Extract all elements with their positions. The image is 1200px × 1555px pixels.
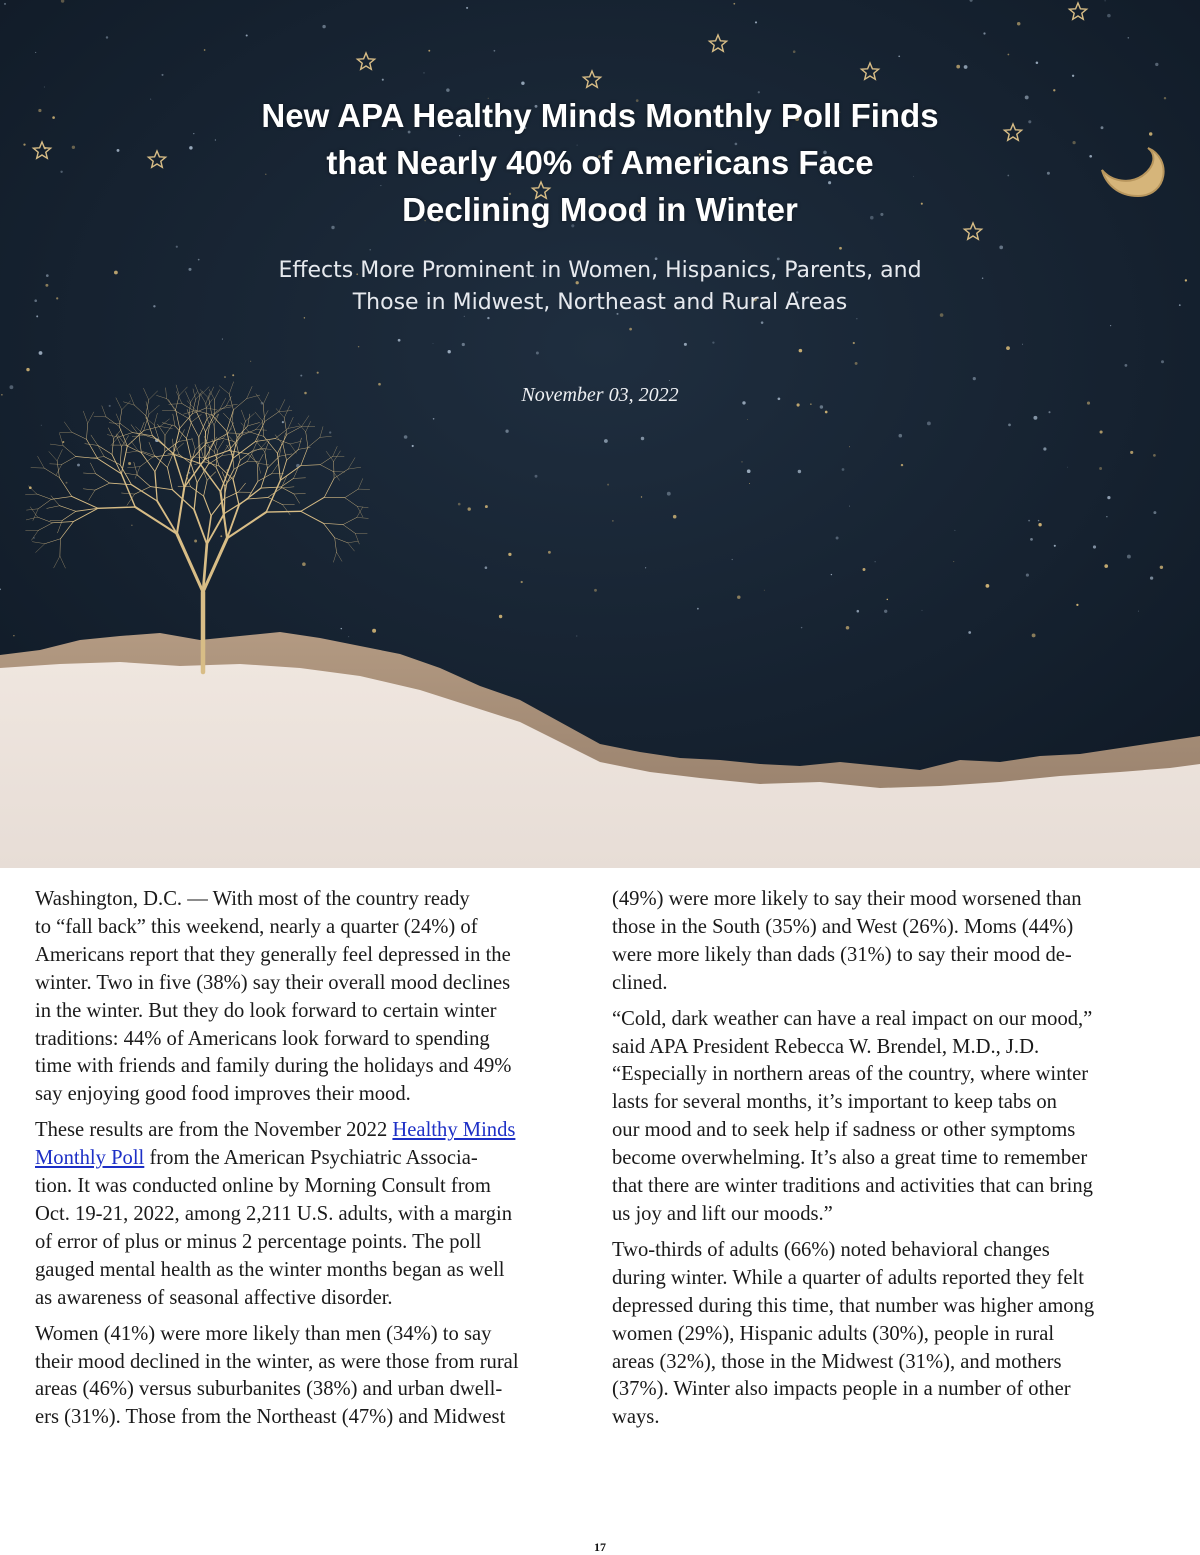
star-dot bbox=[535, 475, 538, 478]
article-paragraph: Two-thirds of adults (66%) noted behavioral changes during winter. While a quarter of adults reported they felt depressed during this time, that number was higher among women (29%), Hispanic adults (30%), people in rural areas (32%), those in the Midwest (31%), and mothers (37%). Winter also impacts people in a number of other ways. bbox=[612, 1237, 1172, 1432]
star-dot bbox=[13, 635, 14, 636]
star-dot bbox=[41, 425, 42, 426]
star-dot bbox=[836, 537, 839, 540]
star-dot bbox=[72, 146, 75, 149]
star-dot bbox=[1053, 89, 1055, 91]
star-dot bbox=[433, 418, 435, 420]
star-dot bbox=[1179, 304, 1181, 306]
article-paragraph: “Cold, dark weather can have a real impact on our mood,” said APA President Rebecca W. Brendel, M.D., J.D. “Especially in northern areas of the country, where winter lasts for several months, it’s important to keep tabs on our mood and to seek help if sadness or other symptoms become overwhelming. It’s also a great time to remember that there are winter traditions and activities that can bring us joy and lift our moods.” bbox=[612, 1006, 1172, 1229]
star-dot bbox=[953, 561, 954, 562]
star-dot bbox=[1130, 451, 1133, 454]
star-dot bbox=[282, 421, 284, 423]
star-dot bbox=[629, 328, 632, 331]
star-dot bbox=[810, 403, 811, 404]
star-dot bbox=[857, 610, 860, 613]
star-dot bbox=[641, 496, 642, 497]
star-dot bbox=[1107, 496, 1110, 499]
star-dot bbox=[1017, 22, 1020, 25]
star-dot bbox=[801, 627, 802, 628]
star-dot bbox=[1155, 63, 1158, 66]
star-dot bbox=[1, 394, 3, 396]
star-dot bbox=[755, 21, 757, 23]
star-dot bbox=[250, 361, 251, 362]
paragraph-text: These results are from the November 2022 bbox=[35, 1119, 392, 1141]
star-dot bbox=[899, 434, 903, 438]
article-paragraph: Washington, D.C. — With most of the country ready to “fall back” this weekend, nearly a quarter (24%) of Americans report that they generally feel depressed in the winter. Two in five (38%) say their overall mood declines in the winter. But they do look forward to certain winter traditions: 44% of Americans look forward to spending time with friends and family during the holidays and 49% say enjoying good food improves their mood. bbox=[35, 886, 595, 1109]
star-dot bbox=[1022, 344, 1023, 345]
star-dot bbox=[964, 65, 968, 69]
star-dot bbox=[863, 568, 866, 571]
star-dot bbox=[956, 65, 960, 69]
star-dot bbox=[26, 368, 29, 371]
star-dot bbox=[222, 339, 223, 340]
page-subtitle bbox=[150, 255, 1050, 319]
star-dot bbox=[825, 411, 828, 414]
star-dot bbox=[1127, 555, 1131, 559]
star-dot bbox=[1104, 0, 1105, 1]
star-dot bbox=[412, 445, 414, 447]
star-dot bbox=[204, 49, 206, 51]
star-dot bbox=[39, 351, 43, 355]
star-dot bbox=[220, 535, 222, 537]
star-dot bbox=[45, 284, 48, 287]
star-dot bbox=[46, 274, 49, 277]
star-dot bbox=[839, 247, 842, 250]
star-dot bbox=[36, 315, 38, 317]
star-dot bbox=[404, 435, 408, 439]
star-dot bbox=[669, 380, 670, 381]
star-dot bbox=[898, 55, 900, 57]
star-dot bbox=[641, 437, 644, 440]
star-dot bbox=[761, 321, 764, 324]
star-dot bbox=[954, 530, 955, 531]
star-dot bbox=[1104, 564, 1108, 568]
star-dot bbox=[1106, 516, 1107, 517]
star-dot bbox=[1125, 364, 1128, 367]
star-dot bbox=[505, 430, 508, 433]
star-dot bbox=[485, 566, 488, 569]
star-dot bbox=[322, 25, 325, 28]
star-dot bbox=[304, 392, 307, 395]
star-dot bbox=[576, 635, 577, 636]
star-dot bbox=[4, 3, 6, 5]
star-dot bbox=[875, 561, 876, 562]
star-dot bbox=[1008, 424, 1011, 427]
star-dot bbox=[1067, 467, 1068, 468]
star-dot bbox=[106, 36, 108, 38]
star-dot bbox=[34, 299, 37, 302]
star-dot bbox=[1036, 62, 1039, 65]
star-dot bbox=[799, 349, 803, 353]
star-dot bbox=[372, 629, 376, 633]
star-dot bbox=[1072, 141, 1075, 144]
star-dot bbox=[33, 537, 34, 538]
star-dot bbox=[846, 626, 850, 630]
star-dot bbox=[1153, 454, 1156, 457]
star-dot bbox=[1161, 360, 1164, 363]
star-dot bbox=[1185, 279, 1187, 281]
star-dot bbox=[887, 599, 889, 601]
star-dot bbox=[485, 505, 488, 508]
star-dot bbox=[612, 520, 613, 521]
star-dot bbox=[927, 421, 931, 425]
article-paragraph: (49%) were more likely to say their mood worsened than those in the South (35%) and West (26%). Moms (44%) were more likely than dads (31%) to say their mood de- clined. bbox=[612, 886, 1172, 998]
subtitle-line: Those in Midwest, Northeast and Rural Areas bbox=[150, 287, 1050, 319]
star-dot bbox=[176, 246, 178, 248]
star-dot bbox=[747, 469, 751, 473]
star-dot bbox=[494, 50, 496, 52]
star-dot bbox=[433, 343, 434, 344]
star-dot bbox=[737, 595, 740, 598]
star-dot bbox=[60, 171, 62, 173]
star-dot bbox=[999, 246, 1003, 250]
star-dot bbox=[358, 346, 359, 347]
star-dot bbox=[128, 462, 131, 465]
star-dot bbox=[468, 507, 471, 510]
star-dot bbox=[1038, 523, 1041, 526]
star-dot bbox=[348, 636, 349, 637]
healthy-minds-poll-link[interactable]: Healthy Minds Monthly Poll bbox=[35, 1119, 515, 1169]
article-column-right bbox=[612, 886, 1172, 1440]
star-dot bbox=[117, 149, 120, 152]
star-dot bbox=[548, 551, 551, 554]
star-dot bbox=[697, 608, 699, 610]
star-dot bbox=[246, 34, 248, 36]
star-dot bbox=[793, 50, 796, 53]
star-dot bbox=[798, 470, 801, 473]
star-dot bbox=[1008, 54, 1010, 56]
star-dot bbox=[224, 376, 226, 378]
star-dot bbox=[189, 472, 191, 474]
star-dot bbox=[645, 567, 646, 568]
star-dot bbox=[747, 419, 748, 420]
star-dot bbox=[733, 3, 735, 5]
star-dot bbox=[232, 374, 234, 376]
star-dot bbox=[521, 581, 523, 583]
star-dot bbox=[398, 339, 401, 342]
star-dot bbox=[378, 383, 381, 386]
star-dot bbox=[884, 610, 887, 613]
star-dot bbox=[1160, 566, 1163, 569]
star-dot bbox=[109, 405, 111, 407]
star-dot bbox=[428, 50, 430, 52]
star-dot bbox=[973, 377, 976, 380]
paragraph-text: from the American Psychiatric Associa- tion. It was conducted online by Morning Consult from Oct. 19-21, 2022, among 2,211 U.S. adults, with a margin of error of plus or minus 2 percentage points. The poll gauged mental health as the winter months began as well as awareness of seasonal affective disorder. bbox=[35, 1147, 512, 1309]
star-dot bbox=[901, 464, 903, 466]
star-dot bbox=[1054, 545, 1056, 547]
star-dot bbox=[684, 343, 687, 346]
star-dot bbox=[604, 439, 608, 443]
star-dot bbox=[712, 341, 714, 343]
star-dot bbox=[448, 350, 451, 353]
star-dot bbox=[1030, 538, 1033, 541]
star-dot bbox=[462, 343, 465, 346]
star-dot bbox=[673, 515, 677, 519]
star-dot bbox=[1043, 447, 1046, 450]
star-dot bbox=[536, 352, 539, 355]
star-dot bbox=[607, 484, 609, 486]
star-dot bbox=[1089, 155, 1092, 158]
star-dot bbox=[1100, 430, 1103, 433]
star-dot bbox=[1149, 132, 1152, 135]
star-dot bbox=[849, 446, 850, 447]
subtitle-line: Effects More Prominent in Women, Hispanics, Parents, and bbox=[150, 255, 1050, 287]
publication-date: November 03, 2022 bbox=[400, 382, 800, 408]
star-dot bbox=[1150, 576, 1153, 579]
star-dot bbox=[1138, 611, 1139, 612]
star-dot bbox=[1107, 14, 1111, 18]
star-dot bbox=[842, 468, 845, 471]
star-dot bbox=[667, 492, 671, 496]
star-dot bbox=[849, 506, 850, 507]
star-dot bbox=[1101, 126, 1104, 129]
star-dot bbox=[594, 589, 597, 592]
star-dot bbox=[764, 590, 765, 591]
star-dot bbox=[44, 86, 45, 87]
star-dot bbox=[1026, 574, 1029, 577]
star-dot bbox=[986, 584, 990, 588]
title-line: Declining Mood in Winter bbox=[150, 186, 1050, 233]
star-dot bbox=[341, 628, 342, 629]
tree-branch bbox=[224, 487, 225, 514]
star-dot bbox=[1099, 467, 1102, 470]
star-dot bbox=[38, 109, 41, 112]
star-dot bbox=[508, 553, 511, 556]
star-dot bbox=[161, 74, 163, 76]
star-dot bbox=[1032, 633, 1036, 637]
star-dot bbox=[62, 441, 64, 443]
star-dot bbox=[458, 503, 461, 506]
star-dot bbox=[194, 540, 197, 543]
star-dot bbox=[1110, 325, 1111, 326]
star-dot bbox=[423, 72, 424, 73]
star-dot bbox=[1072, 75, 1074, 77]
star-dot bbox=[1033, 416, 1037, 420]
star-dot bbox=[853, 342, 855, 344]
star-dot bbox=[831, 574, 832, 575]
star-dot bbox=[820, 405, 823, 408]
star-dot bbox=[732, 559, 733, 560]
article-column-left bbox=[35, 886, 595, 1440]
star-dot bbox=[369, 249, 370, 250]
star-dot bbox=[983, 32, 985, 34]
star-dot bbox=[300, 375, 302, 377]
page-title bbox=[150, 92, 1050, 233]
star-dot bbox=[1006, 346, 1010, 350]
title-line: that Nearly 40% of Americans Face bbox=[150, 139, 1050, 186]
star-dot bbox=[1153, 511, 1156, 514]
star-dot bbox=[1048, 411, 1050, 413]
article-paragraph: Women (41%) were more likely than men (34%) to say their mood declined in the winter, as were those from rural areas (46%) versus suburbanites (38%) and urban dwell- ers (31%). Those from the Northeast (47%) and Midwest bbox=[35, 1321, 595, 1433]
star-dot bbox=[66, 482, 68, 484]
star-dot bbox=[1076, 604, 1078, 606]
star-dot bbox=[77, 464, 80, 467]
star-dot bbox=[382, 79, 384, 81]
star-dot bbox=[499, 615, 502, 618]
star-dot bbox=[114, 271, 118, 275]
title-line: New APA Healthy Minds Monthly Poll Finds bbox=[150, 92, 1050, 139]
star-dot bbox=[9, 385, 13, 389]
star-dot bbox=[855, 362, 858, 365]
star-dot bbox=[52, 116, 55, 119]
star-dot bbox=[921, 610, 922, 611]
star-dot bbox=[35, 52, 36, 53]
star-dot bbox=[741, 461, 742, 462]
star-dot bbox=[466, 7, 468, 9]
star-dot bbox=[1164, 97, 1166, 99]
star-dot bbox=[1093, 545, 1096, 548]
star-dot bbox=[749, 483, 750, 484]
star-dot bbox=[521, 81, 524, 84]
star-dot bbox=[329, 431, 331, 433]
star-dot bbox=[1128, 37, 1130, 39]
star-dot bbox=[131, 525, 132, 526]
star-dot bbox=[317, 372, 319, 374]
star-dot bbox=[1087, 402, 1090, 405]
star-dot bbox=[302, 562, 306, 566]
article-paragraph bbox=[35, 1117, 595, 1312]
star-dot bbox=[1028, 520, 1030, 522]
star-dot bbox=[968, 631, 971, 634]
star-dot bbox=[23, 143, 25, 145]
star-dot bbox=[1038, 520, 1039, 521]
star-dot bbox=[56, 297, 58, 299]
page-number: 17 bbox=[570, 1540, 630, 1555]
tree-branch bbox=[266, 511, 301, 512]
